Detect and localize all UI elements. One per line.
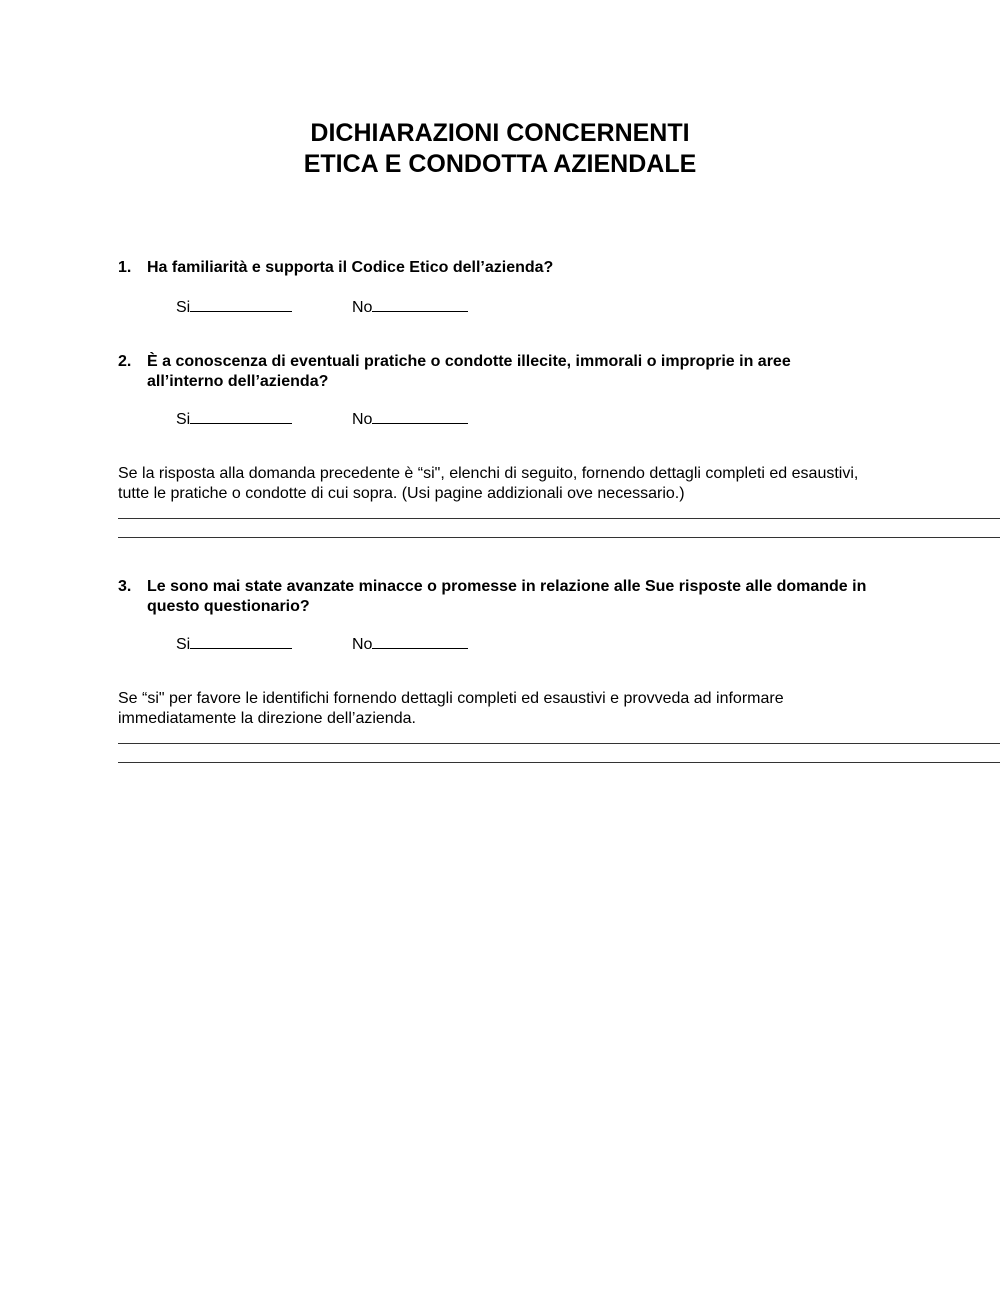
question-number: 3. <box>118 578 132 595</box>
answer-no-field[interactable] <box>352 408 468 430</box>
question-text: Le sono mai state avanzate minacce o promesse in relazione alle Sue risposte alle domande in questo questionario? <box>147 578 867 615</box>
no-blank[interactable] <box>372 408 468 424</box>
yes-label: Si <box>176 411 191 428</box>
title-line-2: ETICA E CONDOTTA AZIENDALE <box>303 150 697 178</box>
question-text: Ha familiarità e supporta il Codice Etico dell’azienda? <box>147 259 554 276</box>
question-1 <box>118 258 887 278</box>
no-blank[interactable] <box>372 296 468 312</box>
answer-line[interactable] <box>118 743 1000 744</box>
yes-blank[interactable] <box>190 408 292 424</box>
answer-yes-field[interactable] <box>176 408 292 430</box>
answer-yes-field[interactable] <box>176 296 292 318</box>
yes-label: Si <box>176 299 191 316</box>
followup-instructions: Se “si" per favore le identifichi fornendo dettagli completi ed esaustivi e provveda ad informare immediatamente la direzione dell’azienda. <box>118 690 784 727</box>
document-title <box>0 118 1000 180</box>
question-text: È a conoscenza di eventuali pratiche o condotte illecite, immorali o improprie in aree all’interno dell’azienda? <box>147 353 791 390</box>
answer-no-field[interactable] <box>352 633 468 655</box>
no-label: No <box>352 411 373 428</box>
answer-line[interactable] <box>118 762 1000 763</box>
yes-label: Si <box>176 636 191 653</box>
question-number: 1. <box>118 259 132 276</box>
answer-yes-field[interactable] <box>176 633 292 655</box>
answer-no-field[interactable] <box>352 296 468 318</box>
followup-instructions: Se la risposta alla domanda precedente è “si", elenchi di seguito, fornendo dettagli completi ed esaustivi, tutte le pratiche o condotte di cui sopra. (Usi pagine addizionali ove necessario.) <box>118 465 859 502</box>
yes-blank[interactable] <box>190 296 292 312</box>
title-line-1: DICHIARAZIONI CONCERNENTI <box>310 119 690 147</box>
answer-line[interactable] <box>118 537 1000 538</box>
no-label: No <box>352 299 373 316</box>
answer-line[interactable] <box>118 518 1000 519</box>
question-2 <box>118 352 837 392</box>
yes-blank[interactable] <box>190 633 292 649</box>
question-3 <box>118 577 892 617</box>
question-number: 2. <box>118 353 132 370</box>
no-blank[interactable] <box>372 633 468 649</box>
no-label: No <box>352 636 373 653</box>
